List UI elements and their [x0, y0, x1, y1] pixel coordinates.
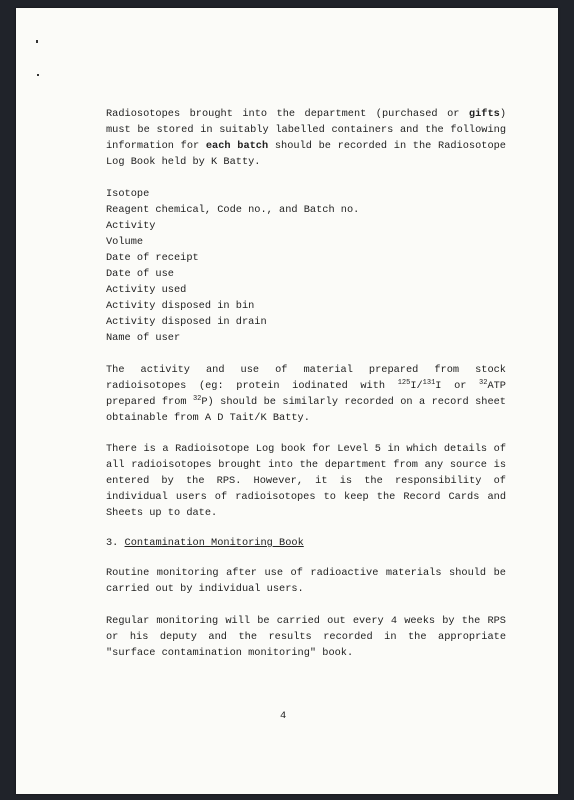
- paragraph-regular-monitoring: Regular monitoring will be carried out every 4 weeks by the RPS or his deputy and the results recorded in the appropriate "surface contamination monitoring" book.: [106, 615, 506, 659]
- list-item: Volume: [106, 236, 144, 248]
- document-body: [106, 106, 506, 661]
- page-number: 4: [280, 710, 287, 722]
- document-page: [16, 8, 558, 794]
- scan-speck: [36, 40, 38, 43]
- list-item: Reagent chemical, Code no., and Batch no.: [106, 204, 360, 216]
- paragraph-log-book: There is a Radioisotope Log book for Level 5 in which details of all radioisotopes brought into the department from any source is entered by the RPS. However, it is the responsibility of individual users of radioisotopes to keep the Record Cards and Sheets up to date.: [106, 443, 506, 519]
- paragraph-prepared-material: The activity and use of material prepared from stock radioisotopes (eg: protein iodinated with $^{125}$I/$^{131}$I or $^{32}$ATP prepared from $^{32}$P) should be similarly recorded on a record sheet obtainable from A D Tait/K Batty.: [106, 364, 506, 424]
- scan-speck: [37, 74, 39, 76]
- list-item: Activity disposed in bin: [106, 300, 255, 312]
- list-item: Name of user: [106, 332, 181, 344]
- paragraph-routine-monitoring: Routine monitoring after use of radioactive materials should be carried out by individual users.: [106, 567, 506, 595]
- emphasis-gifts: gifts: [468, 108, 500, 120]
- paragraph-storage: Radiosotopes brought into the department (purchased or gifts) must be stored in suitably labelled containers and the following information for each batch should be recorded in the Radiosotope Log Book held by K Batty.: [106, 108, 506, 168]
- list-item: Isotope: [106, 188, 150, 200]
- list-item: Activity: [106, 220, 156, 232]
- list-item: Activity used: [106, 284, 187, 296]
- list-item: Date of receipt: [106, 252, 199, 264]
- list-item: Date of use: [106, 268, 174, 280]
- section-title: Contamination Monitoring Book: [124, 537, 304, 549]
- list-item: Activity disposed in drain: [106, 316, 267, 328]
- emphasis-each-batch: each batch: [205, 140, 269, 152]
- section-heading: [106, 535, 506, 551]
- section-number: 3.: [106, 537, 119, 549]
- information-list: [106, 186, 506, 346]
